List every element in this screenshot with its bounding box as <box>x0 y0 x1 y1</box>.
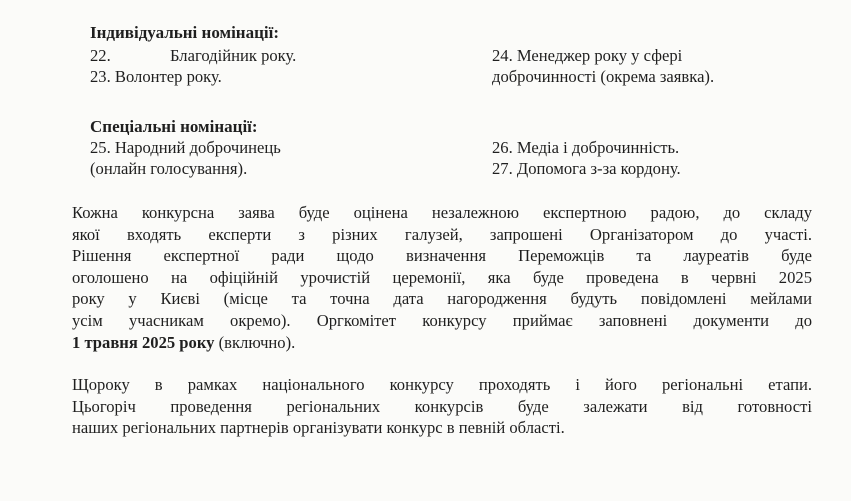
nomination-item-25-line1: 25. Народний доброчинець <box>90 138 281 157</box>
nomination-item-24-line2: доброчинності (окрема заявка). <box>492 67 715 86</box>
deadline-tail: (включно). <box>214 332 296 352</box>
deadline-line <box>72 332 812 354</box>
nomination-item-25-line2: (онлайн голосування). <box>90 159 248 178</box>
paragraph-line: Щороку в рамках національного конкурсу проходять і його регіональні етапи. <box>72 375 812 394</box>
nomination-text: Благодійник року. <box>170 46 297 65</box>
nomination-text: Волонтер року. <box>114 67 222 86</box>
paragraph-line: наших регіональних партнерів організувати конкурс в певній області. <box>72 418 565 438</box>
paragraph-line: Кожна конкурсна заява буде оцінена незалежною експертною радою, до складу <box>72 203 812 222</box>
paragraph-line: Цьогоріч проведення регіональних конкурсів буде залежати від готовності <box>72 396 812 416</box>
regional-stages-paragraph <box>72 374 812 439</box>
paragraph-line: якої входять експерти з різних галузей, запрошені Організатором до участі. <box>72 224 812 244</box>
individual-nominations-heading: Індивідуальні номінації: <box>90 23 280 42</box>
nomination-item-23 <box>90 66 296 87</box>
paragraph-line: року у Києві (місце та точна дата нагородження будуть повідомлені мейлами <box>72 289 812 309</box>
nomination-item-24-line1: 24. Менеджер року у сфері <box>492 46 683 65</box>
special-nominations-heading: Спеціальні номінації: <box>90 117 258 136</box>
paragraph-line: усім учасникам окремо). Оргкомітет конкурсу приймає заповнені документи до <box>72 310 812 330</box>
paragraph-line: Рішення експертної ради щодо визначення Переможців та лауреатів буде <box>72 246 812 266</box>
nomination-number: 23. <box>90 67 111 86</box>
nomination-item-27: 27. Допомога з-за кордону. <box>492 159 681 178</box>
special-nominations-left-list <box>90 137 281 179</box>
deadline-date: 1 травня 2025 року <box>72 332 215 352</box>
evaluation-paragraph <box>72 202 812 353</box>
special-nominations-right-list <box>492 137 681 179</box>
nomination-item-26: 26. Медіа і доброчинність. <box>492 138 680 157</box>
nomination-number: 22. <box>90 46 111 65</box>
individual-nominations-left-list <box>90 45 296 87</box>
paragraph-line: оголошено на офіційній урочистій церемонії, яка буде проведена в червні 2025 <box>72 267 812 287</box>
individual-nominations-right-list <box>492 45 714 87</box>
nomination-item-22 <box>90 45 296 66</box>
